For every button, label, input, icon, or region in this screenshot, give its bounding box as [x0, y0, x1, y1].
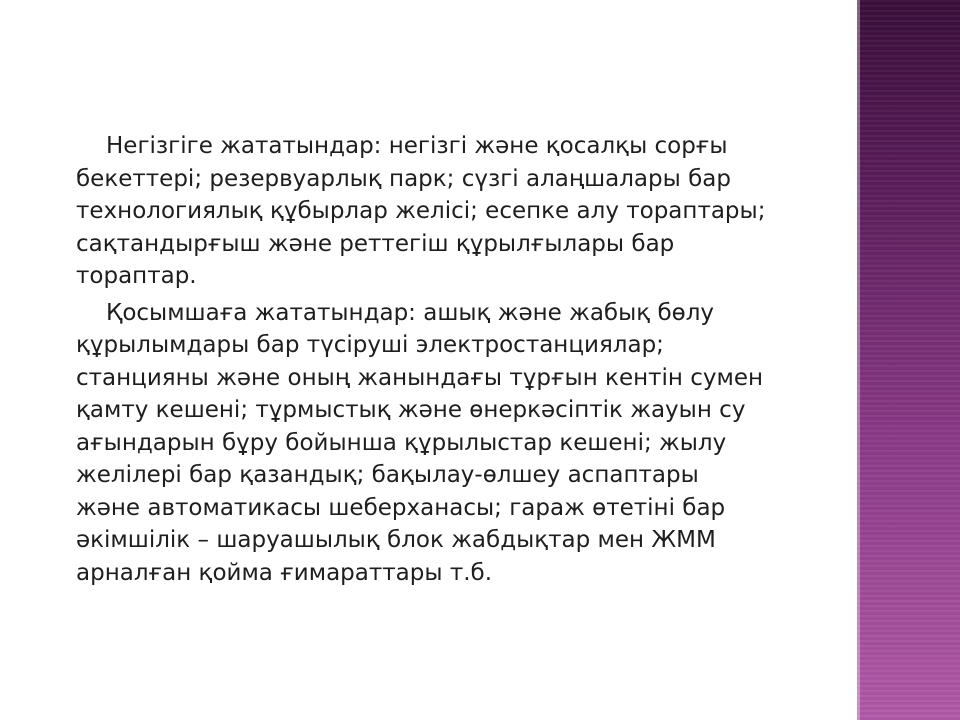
paragraph-main-facilities: Негізгіге жататындар: негізгі және қосалқы сорғы бекеттері; резервуарлық парк; сүзгі алаңшалары бар технологиялық құбырлар желісі; есепке алу торaптары; сақтандырғыш және реттегіш құрылғылары бар тораптар.: [76, 133, 766, 289]
decorative-side-bar: [857, 0, 960, 720]
paragraph-auxiliary-facilities: Қосымшаға жататындар: ашық және жабық бөлу құрылымдары бар түсіруші электростанциялар; станцияны және оның жанындағы тұрғын кентін сумен қамту кешені; тұрмыстық және өнеркәсіптік жауын су ағындарын бұру бойынша құрылыстар кешені; жылу желілері бар қазандық; бақылау-өлшеу аспаптары және автоматикасы шеберханасы; гараж өтетіні бар әкімшілік – шаруашылық блок жабдықтар мен ЖММ арналған қойма ғимараттары т.б.: [76, 299, 764, 586]
slide-body: [76, 130, 766, 593]
